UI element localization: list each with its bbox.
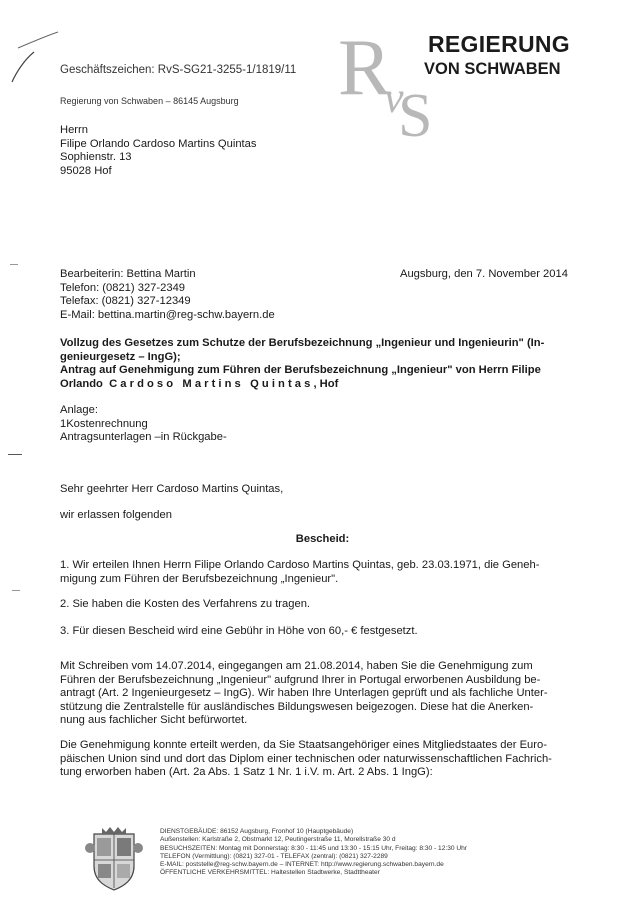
footer-line: TELEFON (Vermittlung): (0821) 327-01 - TELEFAX (zentral): (0821) 327-2289 (160, 852, 388, 860)
reason-line: päischen Union sind und dort das Diplom einer technischen oder naturwissenschaftlichen Fachrich- (60, 752, 552, 765)
attachment-line: 1Kostenrechnung (60, 417, 148, 430)
decision-line: 2. Sie haben die Kosten des Verfahrens zu tragen. (60, 598, 311, 610)
reason-line: tung erworben haben (Art. 2a Abs. 1 Satz 1 Nr. 1 i.V. m. Art. 2 Abs. 1 IngG): (60, 766, 433, 778)
org-name-line2: VON SCHWABEN (424, 60, 561, 78)
subject-name-tail: , Hof (313, 377, 339, 390)
handwritten-mark (4, 18, 64, 88)
footer-line: Außenstellen: Karlstraße 2, Obstmarkt 12, Peutingerstraße 11, Morellstraße 30 d (160, 836, 396, 844)
contact-line: E-Mail: bettina.martin@reg-schw.bayern.de (60, 308, 275, 321)
bavaria-coat-of-arms-icon (84, 826, 144, 892)
subject-name-spaced: Cardoso Martins Quintas (109, 377, 314, 390)
footer-line: ÖFFENTLICHE VERKEHRSMITTEL: Haltestellen Stadtwerke, Stadttheater (160, 869, 380, 877)
contact-line: Bearbeiterin: Bettina Martin (60, 268, 196, 280)
recipient-line: Sophienstr. 13 (60, 151, 132, 163)
decision-heading: Bescheid: (295, 533, 350, 545)
decision-item (60, 625, 580, 639)
intro-text: wir erlassen folgenden (60, 509, 172, 521)
org-name-line1: REGIERUNG (428, 31, 570, 57)
footer-line: DIENSTGEBÄUDE: 86152 Augsburg, Fronhof 10 (Hauptgebäude) (160, 828, 354, 835)
recipient-line: 95028 Hof (60, 164, 112, 177)
reason-line: Führen der Berufsbezeichnung „Ingenieur" aufgrund Ihrer in Portugal erworbenen Ausbildung be- (60, 673, 541, 686)
svg-text:S: S (398, 82, 433, 140)
decision-line: 1. Wir erteilen Ihnen Herrn Filipe Orlando Cardoso Martins Quintas, geb. 23.03.1971, die Geneh- (60, 559, 540, 571)
footer-line: E-MAIL: poststelle@reg-schw.bayern.de – INTERNET: http://www.regierung.schwaben.bayern.de (160, 861, 444, 869)
subject-line (60, 378, 585, 392)
reason-line: Die Genehmigung konnte erteilt werden, da Sie Staatsangehöriger eines Mitgliedstaates der Euro- (60, 739, 547, 751)
attachments-block (60, 404, 227, 445)
sender-line: Regierung von Schwaben – 86145 Augsburg (60, 96, 239, 106)
decision-item (60, 559, 580, 586)
contact-line: Telefax: (0821) 327-12349 (60, 295, 191, 307)
subject-line: Antrag auf Genehmigung zum Führen der Berufsbezeichnung „Ingenieur" von Herrn Filipe (60, 364, 541, 376)
attachment-line: Anlage: (60, 404, 98, 416)
reason-paragraph (60, 739, 580, 780)
attachment-line: Antragsunterlagen –in Rückgabe- (60, 431, 227, 443)
footer-line: BESUCHSZEITEN: Montag mit Donnerstag: 8:30 - 11:45 und 13:30 - 15:15 Uhr, Freitag: 8:30 - 12:30 Uhr (160, 844, 468, 852)
reference-number: Geschäftszeichen: RvS-SG21-3255-1/1819/11 (60, 64, 297, 76)
decision-line: migung zum Führen der Berufsbezeichnung „Ingenieur". (60, 572, 339, 585)
footer-info (160, 828, 467, 878)
contact-block (60, 268, 275, 322)
reason-line: Mit Schreiben vom 14.07.2014, eingegangen am 21.08.2014, haben Sie die Genehmigung zum (60, 660, 533, 672)
reason-line: stützung die Zentralstelle für ausländisches Bildungswesen beigezogen. Diese hat die Anerken- (60, 700, 534, 713)
reason-line: antragt (Art. 2 Ingenieurgesetz – IngG). Wir haben Ihre Unterlagen geprüft und als fachliche Unter- (60, 687, 548, 699)
decision-item (60, 598, 580, 612)
reason-paragraph (60, 660, 580, 728)
subject-block (60, 337, 585, 391)
fold-mark (12, 590, 20, 591)
recipient-line: Herrn (60, 124, 88, 136)
reason-line: nung aus fachlicher Sicht befürwortet. (60, 714, 248, 726)
fold-mark (10, 264, 18, 265)
recipient-address (60, 124, 257, 178)
letter-date: Augsburg, den 7. November 2014 (400, 268, 568, 280)
svg-text:v: v (384, 73, 404, 122)
recipient-line: Filipe Orlando Cardoso Martins Quintas (60, 137, 257, 150)
punch-mark (8, 454, 22, 455)
decision-line: 3. Für diesen Bescheid wird eine Gebühr in Höhe von 60,- € festgesetzt. (60, 625, 418, 637)
contact-line: Telefon: (0821) 327-2349 (60, 281, 186, 294)
salutation: Sehr geehrter Herr Cardoso Martins Quintas, (60, 483, 284, 495)
subject-line: genieurgesetz – IngG); (60, 350, 181, 363)
svg-text:R: R (338, 24, 392, 112)
subject-line: Vollzug des Gesetzes zum Schutze der Berufsbezeichnung „Ingenieur und Ingenieurin" (In- (60, 337, 545, 349)
subject-name-first: Orlando (60, 377, 103, 390)
